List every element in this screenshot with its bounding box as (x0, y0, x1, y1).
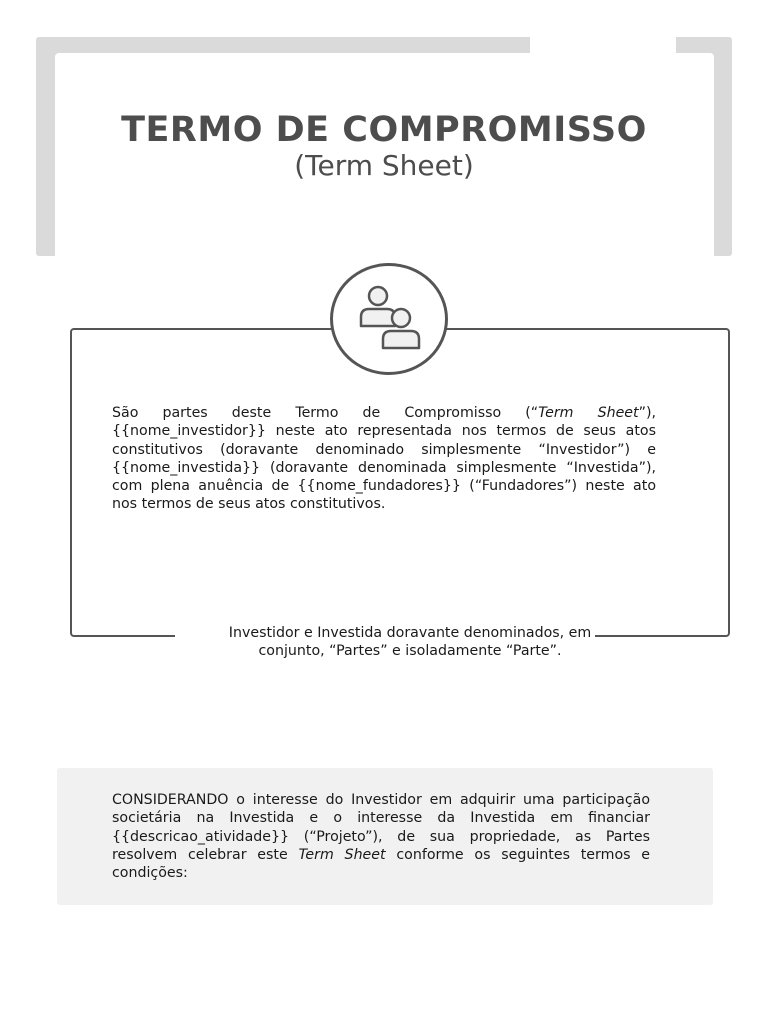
parties-text-start: São partes deste Termo de Compromisso (“ (112, 405, 539, 421)
parties-paragraph (112, 404, 656, 514)
considerando-text-start: CONSIDERANDO o interesse do Investidor em adquirir uma participação societária na Investida e o interesse da Investida em financiar {{descricao_atividade}} (“Projeto”), de sua propriedade, as Partes resolvem celebrar este (112, 792, 650, 863)
considerando-text-end: conforme os seguintes termos e condições: (112, 846, 651, 882)
considerando-paragraph (112, 791, 650, 882)
people-icon (330, 263, 448, 375)
header-frame-gap (530, 37, 676, 55)
partes-definition: Investidor e Investida doravante denominados, em conjunto, “Partes” e isoladamente “Parte”. (228, 625, 592, 660)
document-subtitle: (Term Sheet) (294, 149, 474, 182)
parties-text-end: ”), {{nome_investidor}} neste ato representada nos termos de seus atos constitutivos (doravante denominado simplesmente “Investidor”) e {{nome_investida}} (doravante denominada simplesmente “Investida”), com plena anuência de {{nome_fundadores}} (“Fundadores”) neste ato nos termos de seus atos constitutivos. (112, 405, 656, 513)
document-title: TERMO DE COMPROMISSO (121, 110, 647, 150)
term-sheet-italic: Term Sheet (538, 405, 639, 421)
considerando-term-sheet-italic: Term Sheet (298, 846, 386, 863)
